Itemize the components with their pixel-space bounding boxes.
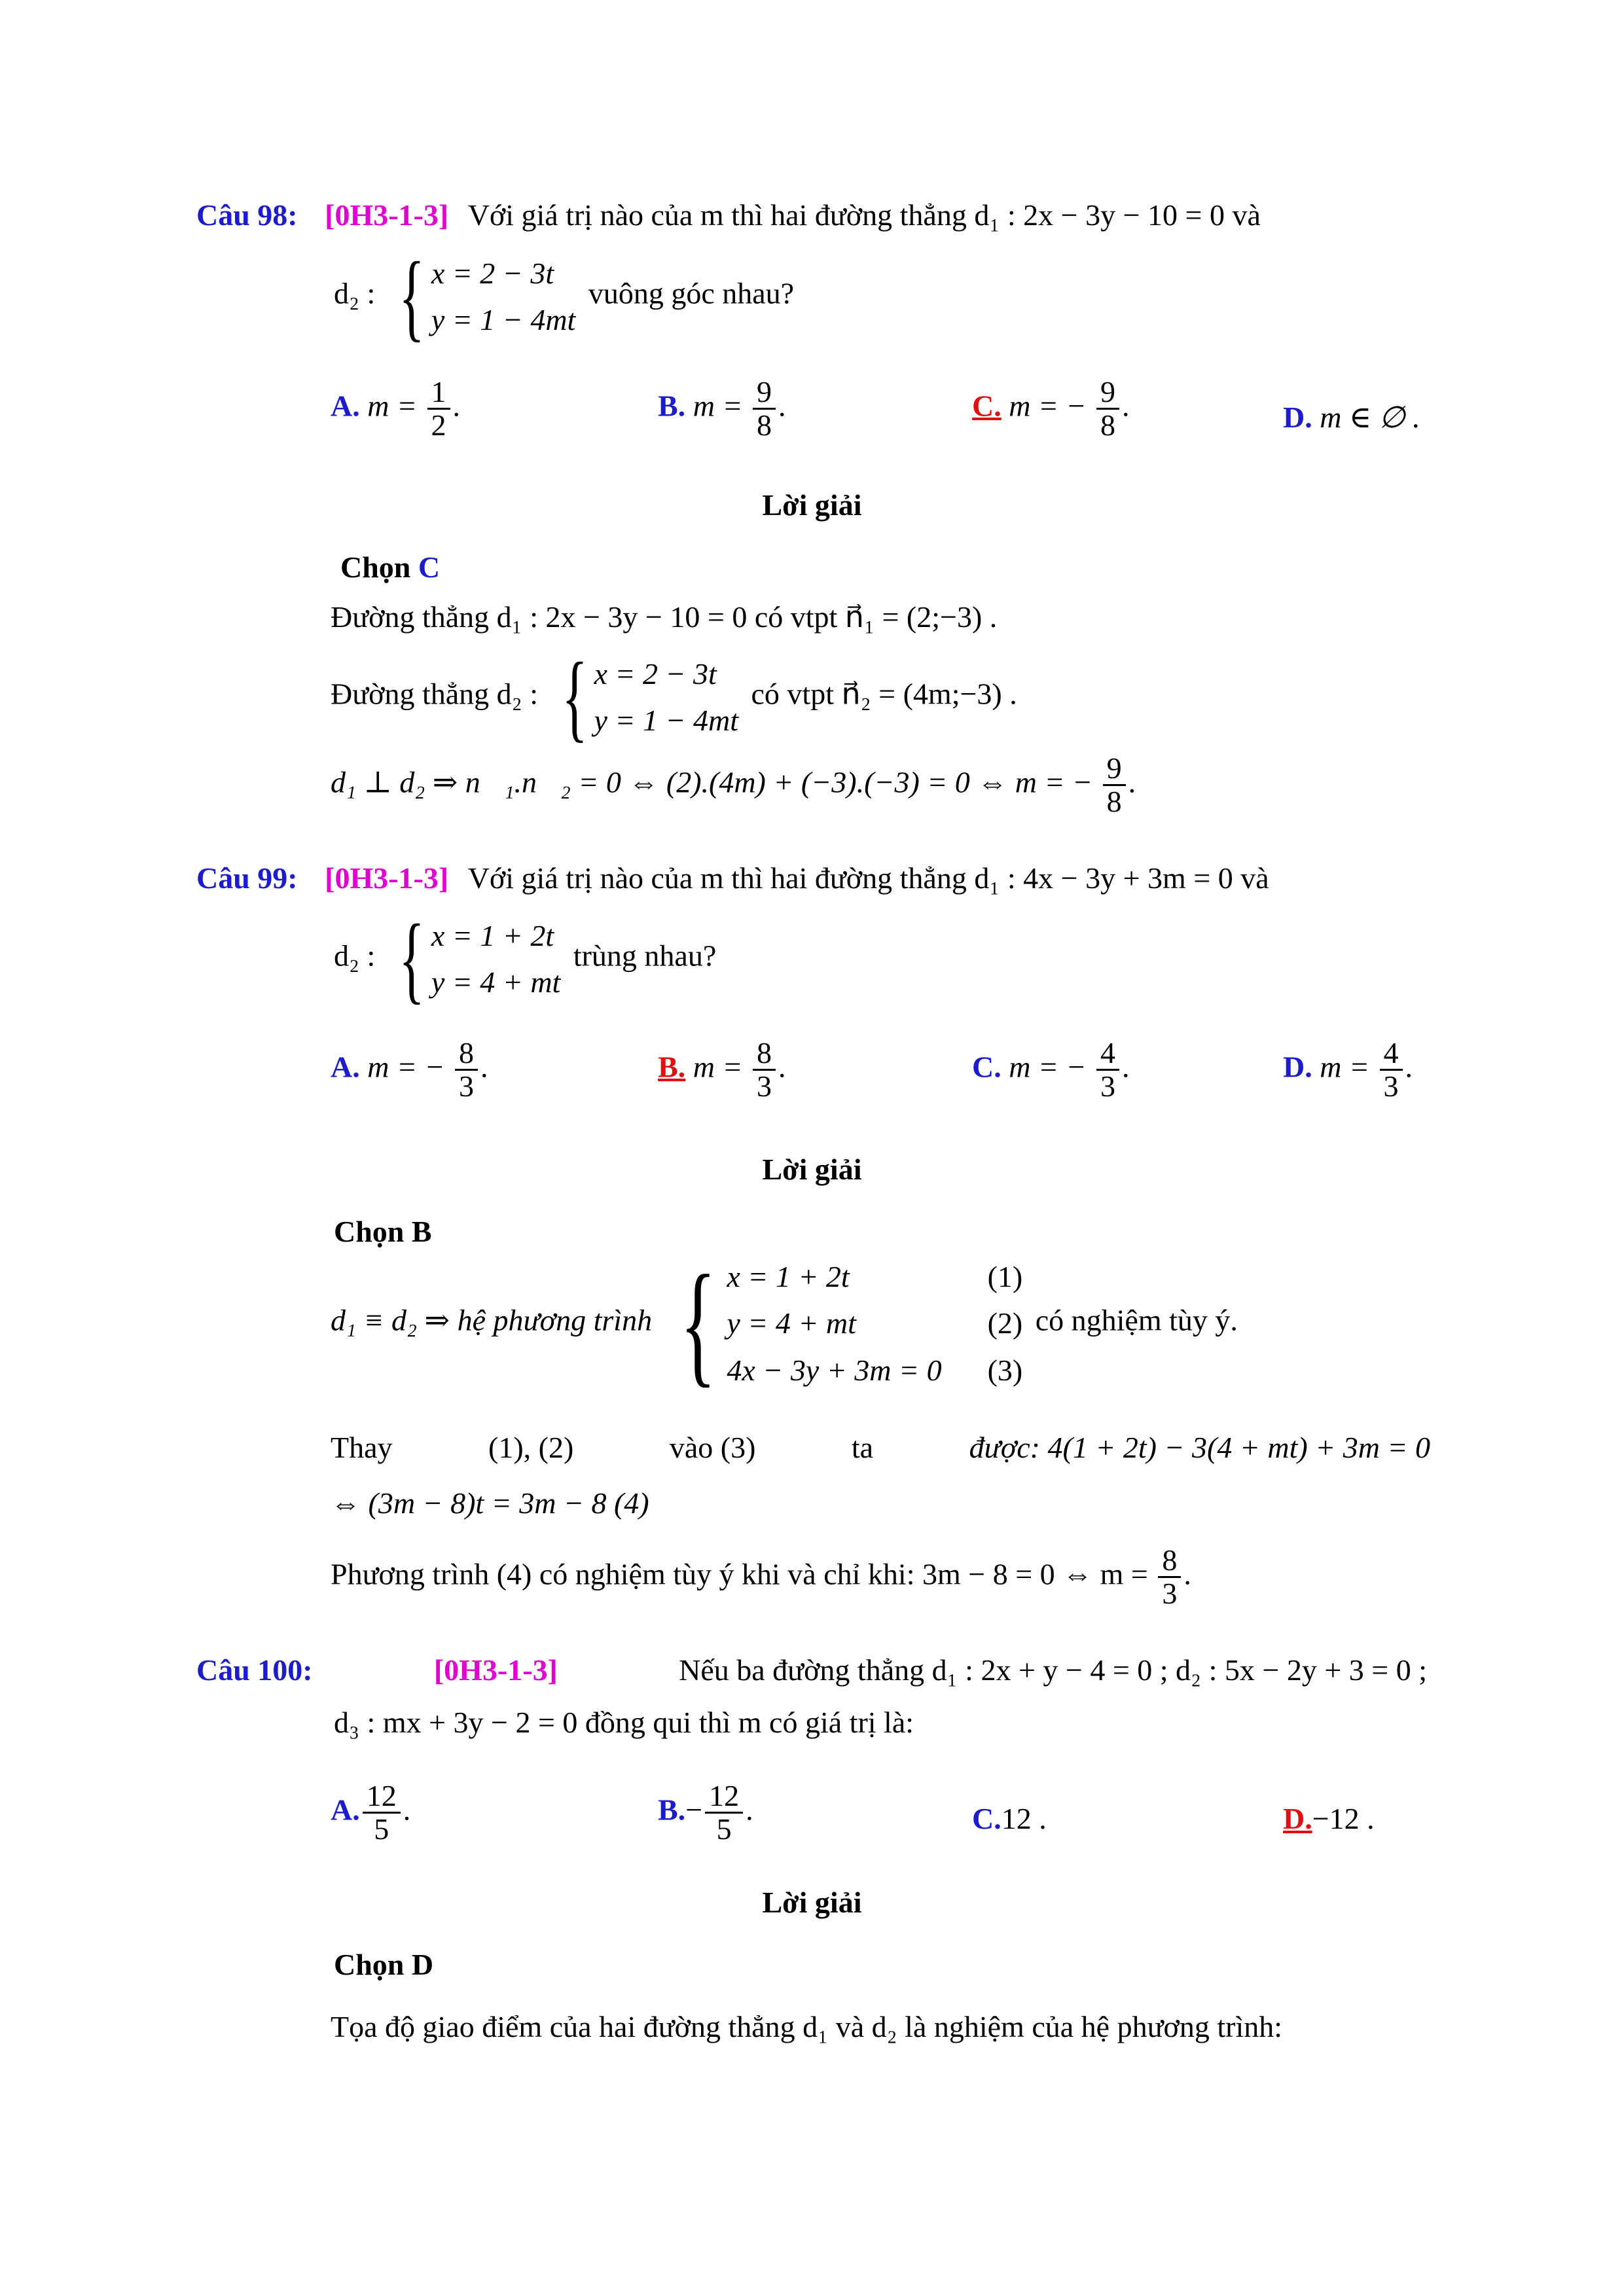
chon-letter: C [418,550,441,584]
solution-line [331,753,1136,818]
equation-tag: (2) [987,1306,1023,1340]
fraction-numerator: 12 [709,1779,740,1812]
fraction-denominator: 5 [705,1812,743,1845]
question-100-text: Nếu ba đường thẳng d₁ : 2x + y − 4 = 0 ; d₂ : 5x − 2y + 3 = 0 ; [679,1653,1427,1687]
chosen-answer [340,550,440,584]
option-expr: − [685,1793,703,1827]
option-expr: m ∈ ∅ . [1320,401,1420,434]
option-expr: m = − [1009,389,1087,423]
fraction-numerator: 4 [1100,1036,1116,1069]
equation-tag: (1) [987,1260,1023,1293]
option-letter: C. [972,1802,1001,1835]
solution-line [331,1545,1191,1610]
system-line: x = 1 + 2t [727,1260,850,1293]
option-expr: m = − [367,1050,445,1084]
question-99-code: [0H3-1-3] [325,861,449,895]
option-a[interactable] [331,376,460,442]
chon-label: Chọn [340,550,411,584]
system-suffix: trùng nhau? [573,939,717,973]
solution-text: có nghiệm tùy ý. [1035,1303,1238,1337]
question-98-text: Với giá trị nào của m thì hai đường thẳng d₁ : 2x − 3y − 10 = 0 và [467,198,1261,232]
fraction-denominator: 8 [1096,408,1119,441]
option-expr: 12 . [1001,1802,1047,1835]
brace-icon: { [399,905,425,1013]
brace-icon: { [561,643,588,751]
option-post: . [746,1793,753,1827]
solution-line [331,1247,1238,1399]
fraction-numerator: 8 [1162,1543,1178,1577]
fraction-numerator: 1 [431,375,446,408]
option-post: . [778,1050,786,1084]
option-expr: −12 . [1312,1802,1375,1835]
equation-system [388,242,576,351]
fraction-numerator: 12 [366,1779,397,1812]
fraction-numerator: 8 [756,1036,772,1069]
option-d[interactable] [1283,399,1420,435]
option-b[interactable] [658,376,785,442]
system-line: y = 1 − 4mt [431,303,576,336]
fraction-denominator: 3 [753,1069,776,1102]
option-expr: m = [1320,1050,1369,1084]
fraction-numerator: 9 [756,375,772,408]
solution-title: Lời giải [762,488,862,522]
brace-icon: { [679,1247,716,1399]
solution-text: được: 4(1 + 2t) − 3(4 + mt) + 3m = 0 [969,1431,1430,1464]
system-line: y = 4 + mt [727,1306,856,1340]
system-line: x = 2 − 3t [594,656,717,691]
fraction-numerator: 9 [1100,375,1116,408]
option-letter: D. [1283,1802,1312,1835]
fraction-denominator: 8 [753,408,776,441]
solution-title: Lời giải [762,1886,862,1919]
question-100-label: Câu 100: [196,1653,313,1687]
option-letter: C. [972,1050,1001,1084]
option-letter: B. [658,1050,686,1084]
question-100-header [196,1653,1427,1687]
fraction-numerator: 9 [1106,751,1122,785]
option-expr: m = [693,389,743,423]
system-line: y = 4 + mt [431,965,561,999]
chosen-answer: Chọn D [334,1948,434,1981]
fraction-numerator: 8 [459,1036,475,1069]
option-expr: m = [367,389,417,423]
system-line: y = 1 − 4mt [594,704,738,737]
option-letter: A. [331,1793,360,1827]
system-prefix: d₂ : [334,939,376,973]
solution-text: ta [851,1431,874,1464]
question-98-label: Câu 98: [196,198,298,232]
option-a[interactable] [331,1780,410,1846]
solution-text: d₁ ⊥ d₂ ⇒ n⃗₁.n⃗₂ = 0 ⇔ (2).(4m) + (−3).(−3) = 0 ⇔ m = − [331,765,1093,799]
option-a[interactable] [331,1037,488,1103]
fraction-denominator: 2 [427,408,450,441]
system-line: x = 2 − 3t [431,256,554,290]
option-post: . [1405,1050,1413,1084]
chosen-answer: Chọn B [334,1215,432,1248]
fraction-denominator: 8 [1103,784,1126,817]
fraction-denominator: 3 [1380,1069,1403,1102]
option-b[interactable] [658,1780,753,1846]
brace-icon: { [399,242,425,351]
option-c[interactable] [972,376,1130,442]
option-post: . [778,389,786,423]
option-letter: C. [972,389,1001,423]
solution-title: Lời giải [762,1153,862,1186]
system-prefix: d₂ : [334,276,376,310]
fraction-denominator: 5 [363,1812,401,1845]
solution-line [331,1430,1430,1465]
fraction-denominator: 3 [455,1069,478,1102]
system-suffix: vuông góc nhau? [588,276,795,310]
option-letter: B. [658,389,686,423]
solution-text: . [1128,765,1136,799]
option-c[interactable] [972,1801,1047,1836]
option-post: . [452,389,460,423]
solution-text: (1), (2) [488,1431,574,1464]
question-99-header [196,861,1269,895]
option-post: . [480,1050,488,1084]
question-99-system [334,905,717,1013]
solution-line: ⇔ (3m − 8)t = 3m − 8 (4) [331,1486,649,1520]
fraction-numerator: 4 [1383,1036,1399,1069]
solution-text: Thay [331,1431,393,1464]
option-post: . [1122,389,1130,423]
option-letter: A. [331,1050,360,1084]
solution-line [331,643,1017,751]
system-line: x = 1 + 2t [431,918,554,952]
equation-system [665,1247,1023,1399]
question-100-code: [0H3-1-3] [433,1653,558,1687]
fraction-denominator: 3 [1158,1576,1181,1609]
question-98-code: [0H3-1-3] [325,198,449,232]
solution-text: Đường thẳng d₂ : [331,677,538,711]
option-expr: m = [693,1050,743,1084]
option-d[interactable] [1283,1801,1375,1836]
solution-text: d₁ ≡ d₂ ⇒ hệ phương trình [331,1303,653,1337]
solution-line: Tọa độ giao điểm của hai đường thẳng d₁ và d₂ là nghiệm của hệ phương trình: [331,2010,1283,2043]
solution-text: . [1183,1557,1191,1591]
option-letter: D. [1283,401,1312,434]
solution-text: có vtpt n⃗₂ = (4m;−3) . [751,677,1017,711]
option-b[interactable] [658,1037,785,1103]
option-d[interactable] [1283,1037,1413,1103]
option-post: . [1122,1050,1130,1084]
equation-system [388,905,561,1013]
option-letter: B. [658,1793,686,1827]
option-letter: A. [331,389,360,423]
question-98-header [196,198,1261,232]
solution-text: vào (3) [669,1431,756,1464]
question-100-text2: d₃ : mx + 3y − 2 = 0 đồng qui thì m có giá trị là: [334,1706,914,1739]
question-99-text: Với giá trị nào của m thì hai đường thẳng d₁ : 4x − 3y + 3m = 0 và [467,861,1269,895]
equation-tag: (3) [987,1353,1023,1387]
fraction-denominator: 3 [1096,1069,1119,1102]
equation-system [551,643,739,751]
solution-text: Phương trình (4) có nghiệm tùy ý khi và chỉ khi: 3m − 8 = 0 ⇔ m = [331,1557,1148,1591]
option-expr: m = − [1009,1050,1087,1084]
option-c[interactable] [972,1037,1130,1103]
option-letter: D. [1283,1050,1312,1084]
option-post: . [403,1793,411,1827]
solution-line: Đường thẳng d₁ : 2x − 3y − 10 = 0 có vtpt n⃗₁ = (2;−3) . [331,600,998,634]
question-99-label: Câu 99: [196,861,298,895]
question-98-system [334,242,795,351]
system-line: 4x − 3y + 3m = 0 [727,1353,942,1387]
